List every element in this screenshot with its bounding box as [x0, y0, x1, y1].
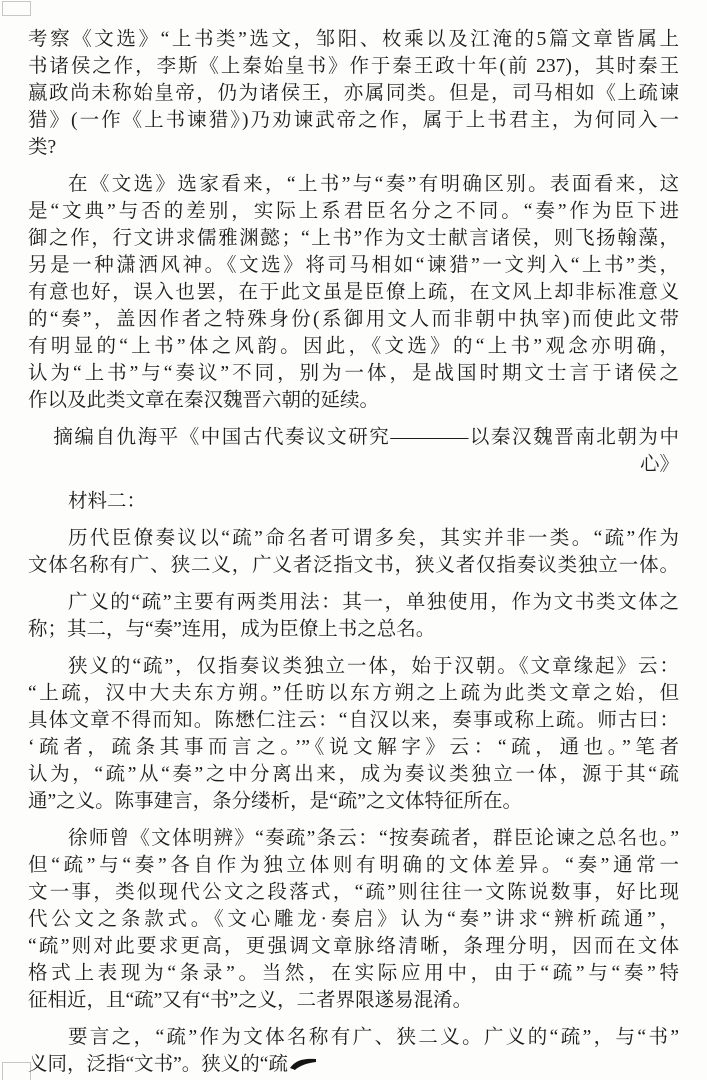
text-line-fragment: 义同，泛指“文书”。狭义的“疏 — [28, 1054, 288, 1075]
paragraph-5 — [28, 653, 679, 815]
text-line: 在《文选》选家看来，“上书”与“奏”有明确区别。表面看来，这 — [67, 174, 679, 195]
text-line: 历代臣僚奏议以“疏”命名者可谓多矣，其实并非一类。“疏”作为 — [67, 528, 679, 549]
ink-smudge-artifact — [290, 1057, 317, 1071]
heading-line: 材料二： — [67, 491, 146, 512]
paragraph-6 — [28, 825, 679, 1014]
text-line: 征相近，且“疏”又有“书”之义，二者界限遂易混淆。 — [28, 990, 473, 1011]
text-line: “上疏，汉中大夫东方朔。”任昉以东方朔之上疏为此类文章之始，但 — [28, 683, 679, 704]
text-line: 考察《文选》“上书类”选文，邹阳、枚乘以及江淹的5篇文章皆属上 — [28, 29, 679, 50]
text-line: ‘疏者，疏条其事而言之。’”《说文解字》云：“疏，通也。”笔者 — [28, 737, 679, 758]
material-2-heading — [28, 488, 679, 515]
text-line: 通”之义。陈事建言，条分缕析，是“疏”之文体特征所在。 — [28, 791, 522, 812]
text-line: 狭义的“疏”，仅指奏议类独立一体，始于汉朝。《文章缘起》云： — [67, 656, 679, 677]
text-line: 具体文章不得而知。陈懋仁注云：“自汉以来，奏事或称上疏。师古曰： — [28, 710, 679, 731]
text-line: 嬴政尚未称始皇帝，仍为诸侯王，亦属同类。但是，司马相如《上疏谏 — [28, 83, 679, 104]
text-line: 代公文之条款式。《文心雕龙·奏启》认为“奏”讲求“辨析疏通”， — [28, 909, 679, 930]
text-line: 广义的“疏”主要有两类用法：其一，单独使用，作为文书类文体之 — [67, 592, 679, 613]
text-line: 的“奏”，盖因作者之特殊身份(系御用文人而非朝中执宰)而使此文带 — [28, 309, 679, 330]
paragraph-2 — [28, 171, 679, 414]
paragraph-3 — [28, 525, 679, 579]
text-line: 文体名称有广、狭二义，广义者泛指文书，狭义者仅指奏议类独立一体。 — [28, 555, 679, 576]
text-line: 御之作，行文讲求儒雅渊懿；“上书”作为文士献言诸侯，则飞扬翰藻， — [28, 228, 679, 249]
text-line: 另是一种潇洒风神。《文选》将司马相如“谏猎”一文判入“上书”类， — [28, 255, 679, 276]
text-line: 是“文典”与否的差别，实际上系君臣名分之不同。“奏”作为臣下进 — [28, 201, 679, 222]
text-line: 认为，“疏”从“奏”之中分离出来，成为奏议类独立一体，源于其“疏 — [28, 764, 679, 785]
paragraph-1 — [28, 26, 679, 161]
paragraph-7 — [28, 1024, 679, 1078]
text-line: 称；其二，与“奏”连用，成为臣僚上书之总名。 — [28, 619, 436, 640]
text-line: 类? — [28, 137, 57, 158]
text-line: 认为“上书”与“奏议”不同，别为一体，是战国时期文士言于诸侯之 — [28, 363, 679, 384]
text-line: 要言之，“疏”作为文体名称有广、狭二义。广义的“疏”，与“书” — [67, 1027, 679, 1048]
attribution-line: 摘编自仇海平《中国古代奏议文研究————以秦汉魏晋南北朝为中 — [53, 427, 679, 448]
text-line: 但“疏”与“奏”各自作为独立体则有明确的文体差异。“奏”通常一 — [28, 855, 679, 876]
text-line: 徐师曾《文体明辨》“奏疏”条云：“按奏疏者，群臣论谏之总名也。” — [67, 828, 679, 849]
text-line: 书诸侯之作，李斯《上秦始皇书》作于秦王政十年(前 237)，其时秦王 — [28, 56, 679, 77]
text-line: 猎》(一作《上书谏猎》)乃劝谏武帝之作，属于上书君主，为何同入一 — [28, 110, 679, 131]
attribution — [28, 424, 679, 478]
attribution-line: 心》 — [639, 454, 679, 475]
paragraph-4 — [28, 589, 679, 643]
text-line: 有意也好，误入也罢，在于此文虽是臣僚上疏，在文风上却非标准意义 — [28, 282, 679, 303]
text-line: 文一事，类似现代公文之段落式，“疏”则往往一文陈说数事，好比现 — [28, 882, 679, 903]
text-line: 有明显的“上书”体之风韵。因此，《文选》的“上书”观念亦明确， — [28, 336, 679, 357]
text-line: 作以及此类文章在秦汉魏晋六朝的延续。 — [28, 390, 380, 411]
text-line — [28, 1051, 679, 1078]
text-line: 格式上表现为“条录”。当然，在实际应用中，由于“疏”与“奏”特 — [28, 963, 679, 984]
text-line: “疏”则对此要求更高，更强调文章脉络清晰，条理分明，因而在文体 — [28, 936, 679, 957]
